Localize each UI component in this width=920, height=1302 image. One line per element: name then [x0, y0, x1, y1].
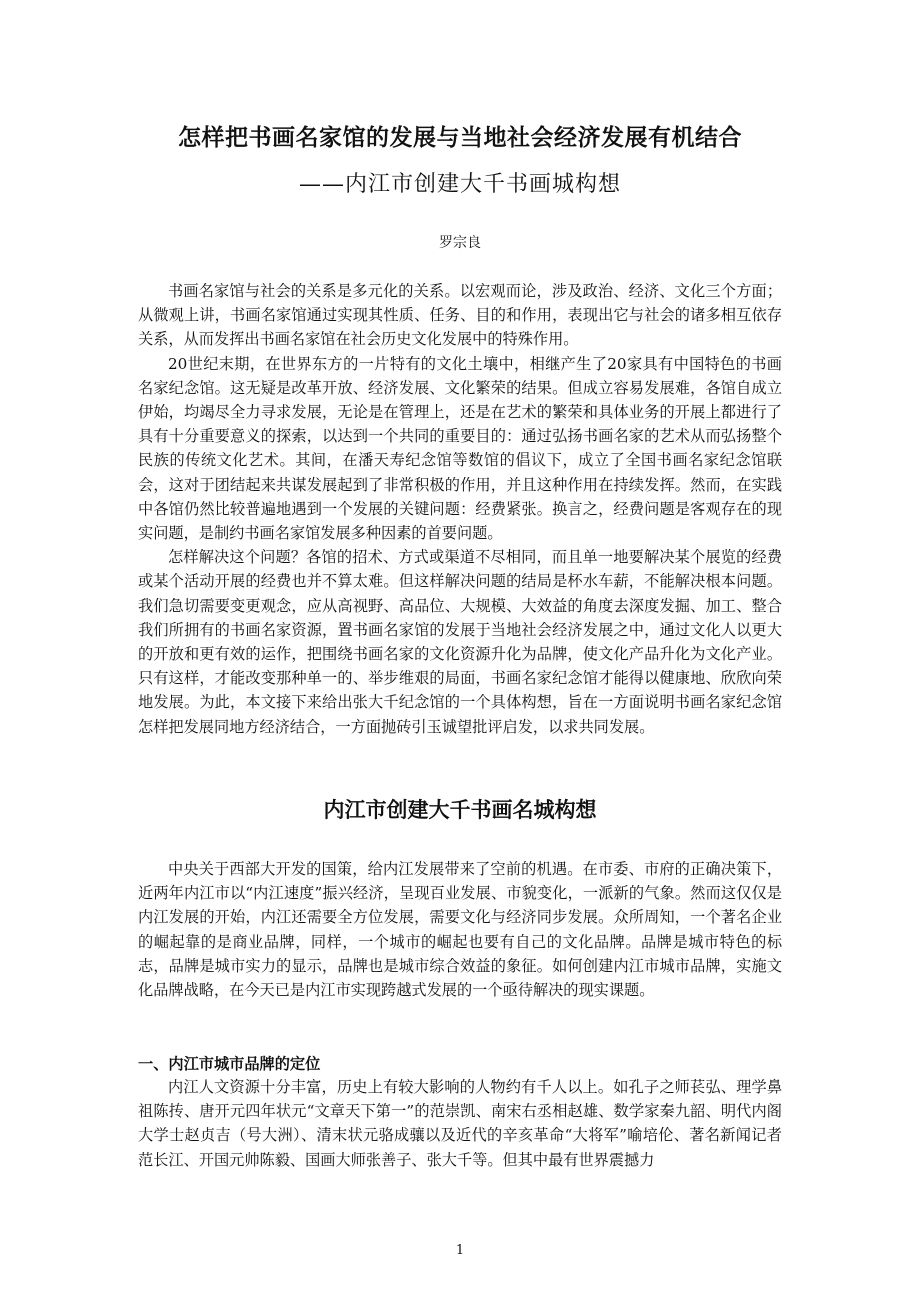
- subsection-body: [138, 1075, 782, 1172]
- subsection-heading: 一、内江市城市品牌的定位: [138, 1055, 321, 1073]
- paragraph: 书画名家馆与社会的关系是多元化的关系。以宏观而论，涉及政治、经济、文化三个方面；从微观上讲，书画名家馆通过实现其性质、任务、目的和作用，表现出它与社会的诸多相互依存关系，从而发挥出书画名家馆在社会历史文化发展中的特殊作用。: [138, 282, 782, 349]
- paragraph: 怎样解决这个问题？各馆的招术、方式或渠道不尽相同，而且单一地要解决某个展览的经费或某个活动开展的经费也并不算太难。但这样解决问题的结局是杯水车薪，不能解决根本问题。我们急切需要变更观念，应从高视野、高品位、大规模、大效益的角度去深度发掘、加工、整合我们所拥有的书画名家资源，置书画名家馆的发展于当地社会经济发展之中，通过文化人以更大的开放和更有效的运作，把围绕书画名家的文化资源升化为品牌，使文化产品升化为文化产业。只有这样，才能改变那种单一的、举步维艰的局面，书画名家纪念馆才能得以健康地、欣欣向荣地发展。为此，本文接下来给出张大千纪念馆的一个具体构想，旨在一方面说明书画名家纪念馆怎样把发展同地方经济结合，一方面抛砖引玉诚望批评启发，以求共同发展。: [138, 548, 782, 736]
- paragraph: 中央关于西部大开发的国策，给内江发展带来了空前的机遇。在市委、市府的正确决策下，近两年内江市以“内江速度”振兴经济，呈现百业发展、市貌变化，一派新的气象。然而这仅仅是内江发展的开始，内江还需要全方位发展，需要文化与经济同步发展。众所周知，一个著名企业的崛起靠的是商业品牌，同样，一个城市的崛起也要有自己的文化品牌。品牌是城市特色的标志，品牌是城市实力的显示，品牌也是城市综合效益的象征。如何创建内江市城市品牌，实施文化品牌战略，在今天已是内江市实现跨越式发展的一个亟待解决的现实课题。: [138, 860, 782, 1000]
- intro-section: [138, 279, 782, 739]
- section-body: [138, 857, 782, 1002]
- paragraph: 内江人文资源十分丰富，历史上有较大影响的人物约有千人以上。如孔子之师苌弘、理学鼻祖陈抟、唐开元四年状元“文章天下第一”的范崇凯、南宋右丞相赵雄、数学家秦九韶、明代内阁大学士赵贞吉（号大洲）、清末状元骆成骧以及近代的辛亥革命“大将军”喻培伦、著名新闻记者范长江、开国元帅陈毅、国画大师张善子、张大千等。但其中最有世界震撼力: [138, 1078, 782, 1169]
- author-name: 罗宗良: [439, 235, 481, 251]
- document-subtitle: ——内江市创建大千书画城构想: [298, 172, 621, 197]
- document-title: 怎样把书画名家馆的发展与当地社会经济发展有机结合: [178, 124, 742, 151]
- section-heading: 内江市创建大千书画名城构想: [323, 797, 597, 822]
- paragraph: 20世纪末期，在世界东方的一片特有的文化土壤中，相继产生了20家具有中国特色的书画名家纪念馆。这无疑是改革开放、经济发展、文化繁荣的结果。但成立容易发展难，各馆自成立伊始，均竭尽全力寻求发展，无论是在管理上，还是在艺术的繁荣和具体业务的开展上都进行了具有十分重要意义的探索，以达到一个共同的重要目的：通过弘扬书画名家的艺术从而弘扬整个民族的传统文化艺术。其间，在潘天寿纪念馆等数馆的倡议下，成立了全国书画名家纪念馆联会，这对于团结起来共谋发展起到了非常积极的作用，并且这种作用在持续发挥。然而，在实践中各馆仍然比较普遍地遇到一个发展的关键问题：经费紧张。换言之，经费问题是客观存在的现实问题，是制约书画名家馆发展多种因素的首要问题。: [138, 354, 782, 543]
- page-number: 1: [455, 1243, 465, 1258]
